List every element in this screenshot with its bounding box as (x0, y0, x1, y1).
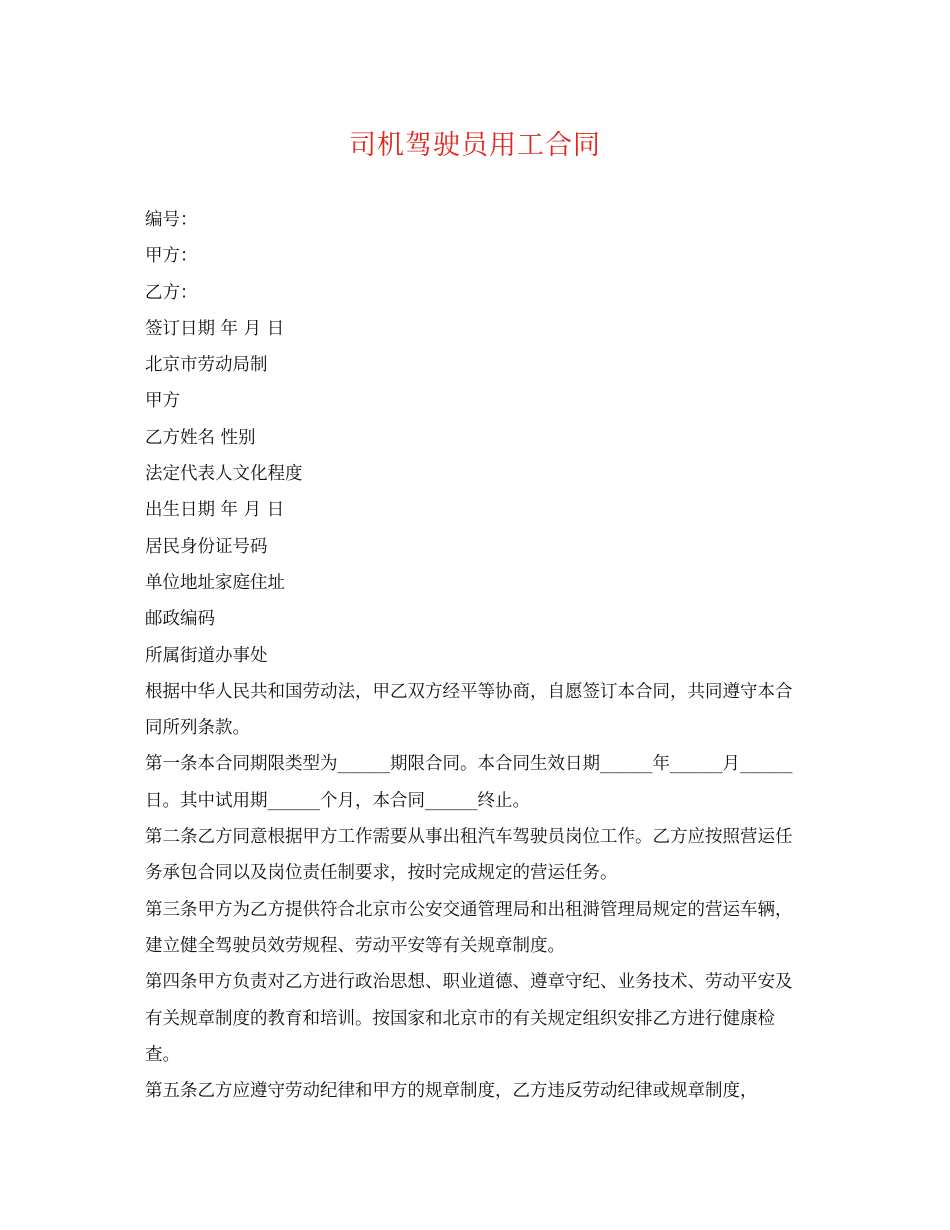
paragraph-party-a-label: 甲方 (145, 391, 180, 412)
paragraph-party-b: 乙方： (145, 282, 198, 303)
paragraph-article-5: 第五条乙方应遵守劳动纪律和甲方的规章制度，乙方违反劳动纪律或规章制度， (145, 1081, 758, 1102)
paragraph-id-number: 居民身份证号码 (145, 536, 268, 557)
paragraph-postal-code: 邮政编码 (145, 609, 215, 630)
paragraph-article-1: 第一条本合同期限类型为______期限合同。本合同生效日期______年______月______日。其中试用期______个月，本合同______终止。 (145, 754, 793, 811)
paragraph-birth-date: 出生日期 年 月 日 (145, 500, 285, 521)
paragraph-representative-education: 法定代表人文化程度 (145, 464, 303, 485)
document-body (145, 202, 805, 1109)
paragraph-issuer: 北京市劳动局制 (145, 355, 268, 376)
document-title: 司机驾驶员用工合同 (349, 130, 601, 161)
paragraph-sub-district: 所属街道办事处 (145, 645, 268, 666)
paragraph-name-gender: 乙方姓名 性别 (145, 427, 256, 448)
paragraph-signing-date: 签订日期 年 月 日 (145, 318, 285, 339)
paragraph-address: 单位地址家庭住址 (145, 572, 285, 593)
paragraph-serial-number: 编号： (145, 210, 198, 230)
paragraph-party-a: 甲方： (145, 246, 198, 267)
paragraph-article-4: 第四条甲方负责对乙方进行政治思想、职业道德、遵章守纪、业务技术、劳动平安及有关规章制度的教育和培训。按国家和北京市的有关规定组织安排乙方进行健康检查。 (145, 972, 793, 1065)
paragraph-preamble: 根据中华人民共和国劳动法，甲乙双方经平等协商，自愿签订本合同，共同遵守本合同所列条款。 (145, 681, 793, 739)
paragraph-article-3: 第三条甲方为乙方提供符合北京市公安交通管理局和出租溡管理局规定的营运车辆，建立健全驾驶员效劳规程、劳动平安等有关规章制度。 (145, 899, 793, 956)
paragraph-article-2: 第二条乙方同意根据甲方工作需要从事出租汽车驾驶员岗位工作。乙方应按照营运任务承包合同以及岗位责任制要求，按时完成规定的营运任务。 (145, 827, 793, 884)
